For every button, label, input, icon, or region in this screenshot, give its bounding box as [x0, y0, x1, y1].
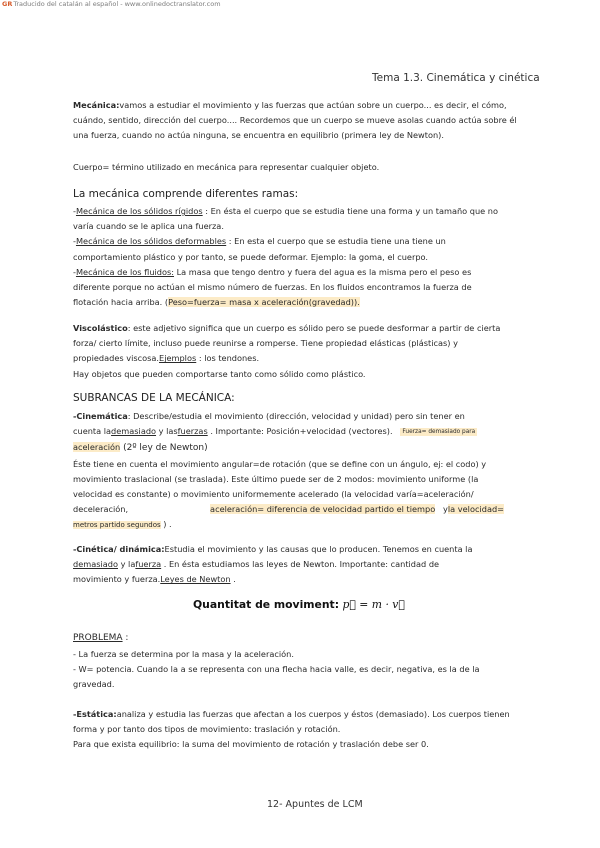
- momentum-formula: [193, 598, 405, 611]
- estatica-term: -Estática:: [73, 709, 117, 719]
- text-line: - La fuerza se determina por la masa y la aceleración.: [73, 649, 294, 659]
- cinematica-paragraph: [73, 409, 533, 534]
- ramas-list: [73, 204, 533, 310]
- text-line: velocidad es constante) o movimiento uniformemente acelerado (la velocidad varía=aceleración/: [73, 489, 474, 500]
- mecanica-term: Mecánica:: [73, 100, 120, 110]
- text-span: : los tendones.: [196, 353, 260, 364]
- text-span: deceleración,: [73, 504, 129, 515]
- mecanica-paragraph: [73, 98, 533, 144]
- text-line: Para que exista equilibrio: la suma del movimiento de rotación y traslación debe ser 0.: [73, 739, 429, 750]
- velocidad-def-highlight: la velocidad=: [447, 504, 505, 515]
- text-span: cuenta la: [73, 426, 112, 437]
- demasiado-link-2: demasiado: [73, 559, 118, 570]
- subramas-heading: SUBRANCAS DE LA MECÁNICA:: [73, 392, 235, 404]
- text-span: analiza y estudia las fuerzas que afectan a los cuerpos y éstos (demasiado). Los cuerpos tienen: [116, 709, 510, 719]
- aceleracion-def-highlight: aceleración= diferencia de velocidad partido el tiempo: [210, 504, 436, 515]
- estatica-paragraph: [73, 707, 533, 753]
- text-line: forma y por tanto dos tipos de movimiento: traslación y rotación.: [73, 724, 341, 735]
- leyes-newton-link: Leyes de Newton: [160, 574, 231, 585]
- text-span: ) .: [160, 519, 172, 530]
- text-span: . Importante: Posición+velocidad (vectores).: [207, 426, 393, 437]
- text-line: movimiento traslacional (se traslada). Este último puede ser de 2 modos: movimiento uniforme (la: [73, 473, 479, 484]
- fuerza-link: fuerza: [135, 559, 162, 570]
- cinematica-term: -Cinemática: [73, 411, 128, 421]
- problema-heading-line: [73, 631, 533, 646]
- dash: -: [73, 266, 76, 277]
- text-span: La masa que tengo dentro y fuera del agua es la misma pero el peso es: [174, 266, 472, 277]
- text-line: vamos a estudiar el movimiento y las fuerzas que actúan sobre un cuerpo... es decir, el cómo,: [119, 100, 507, 110]
- banner-text[interactable]: Traducido del catalán al español - www.onlinedoctranslator.com: [13, 0, 221, 8]
- solidos-deformables-link: Mecánica de los sólidos deformables: [75, 236, 227, 247]
- ejemplos-link: Ejemplos: [159, 353, 197, 364]
- text-span: flotación hacia arriba. (: [73, 297, 169, 308]
- dash: -: [73, 236, 76, 247]
- text-line: diferente porque no actúan el mismo número de fuerzas. En los fluidos encontramos la fuerza de: [73, 282, 472, 293]
- text-span: :: [122, 633, 129, 643]
- fluidos-link: Mecánica de los fluidos:: [75, 266, 175, 277]
- formula-label: Quantitat de moviment:: [193, 598, 340, 611]
- peso-highlight: Peso=fuerza= masa x aceleración(gravedad)).: [168, 297, 360, 308]
- text-span: Estudia el movimiento y las causas que lo producen. Tenemos en cuenta la: [164, 544, 473, 554]
- fuerza-note: Fuerza= demasiado para: [402, 429, 476, 436]
- text-span: y: [443, 504, 448, 515]
- visco-paragraph: [73, 321, 533, 382]
- problema-paragraph: [73, 647, 533, 693]
- text-line: cuándo, sentido, dirección del cuerpo.... Recordemos que un cuerpo se mueve asolas cuando actúa sobre él: [73, 115, 517, 126]
- text-span: : En esta el cuerpo que se estudia tiene una tiene un: [226, 236, 446, 247]
- dash: -: [73, 206, 76, 216]
- text-line: Hay objetos que pueden comportarse tanto como sólido como plástico.: [73, 368, 366, 379]
- text-line: Cuerpo= término utilizado en mecánica para representar cualquier objeto.: [73, 162, 380, 172]
- demasiado-link: demasiado: [111, 426, 157, 437]
- metros-segundos-highlight: metros partido segundos: [73, 521, 161, 530]
- text-line: comportamiento plástico y por tanto, se puede deformar. Ejemplo: la goma, el cuerpo.: [73, 251, 429, 262]
- text-line: Éste tiene en cuenta el movimiento angular=de rotación (que se define con un ángulo, ej: el codo) y: [73, 458, 487, 469]
- text-span: . En ésta estudiamos las leyes de Newton. Importante: cantidad de: [161, 559, 440, 570]
- ramas-heading: La mecánica comprende diferentes ramas:: [73, 188, 299, 200]
- aceleracion-highlight: aceleración: [73, 442, 121, 453]
- formula-math: p⃗ = m · v⃗: [342, 598, 405, 611]
- text-span: : Describe/estudia el movimiento (dirección, velocidad y unidad) pero sin tener en: [127, 411, 465, 421]
- translator-logo-icon: GR: [2, 0, 13, 8]
- text-span: .: [230, 574, 236, 585]
- cuerpo-paragraph: [73, 160, 533, 175]
- page-footer: 12- Apuntes de LCM: [267, 799, 363, 810]
- text-span: (2º ley de Newton): [120, 443, 208, 454]
- text-span: y las: [156, 426, 178, 437]
- cinetica-paragraph: [73, 542, 533, 588]
- text-line: varía cuando se le aplica una fuerza.: [73, 221, 224, 232]
- text-span: : este adjetivo significa que un cuerpo es sólido pero se puede desformar a partir de cierta: [127, 323, 501, 333]
- solidos-rigidos-link: Mecánica de los sólidos rígidos: [75, 206, 203, 216]
- text-line: gravedad.: [73, 679, 115, 690]
- text-span: movimiento y fuerza.: [73, 574, 161, 585]
- cinetica-term: -Cinética/ dinámica:: [73, 544, 165, 554]
- text-line: - W= potencia. Cuando la a se representa con una flecha hacia valle, es decir, negativa, es la de la: [73, 664, 480, 675]
- problema-heading: PROBLEMA: [73, 633, 123, 643]
- translation-banner[interactable]: [2, 0, 221, 8]
- text-line: forza/ cierto límite, incluso puede reunirse a romperse. Tiene propiedad elásticas (plásticas) y: [73, 338, 458, 349]
- text-line: una fuerza, cuando no actúa ninguna, se encuentra en equilibrio (primera ley de Newton).: [73, 130, 444, 141]
- fuerzas-link: fuerzas: [177, 426, 208, 437]
- page-title: Tema 1.3. Cinemática y cinética: [372, 72, 540, 84]
- text-span: propiedades viscosa.: [73, 353, 160, 364]
- text-span: y la: [118, 559, 136, 570]
- visco-term: Viscolástico: [73, 323, 128, 333]
- text-span: : En ésta el cuerpo que se estudia tiene una forma y un tamaño que no: [202, 206, 498, 216]
